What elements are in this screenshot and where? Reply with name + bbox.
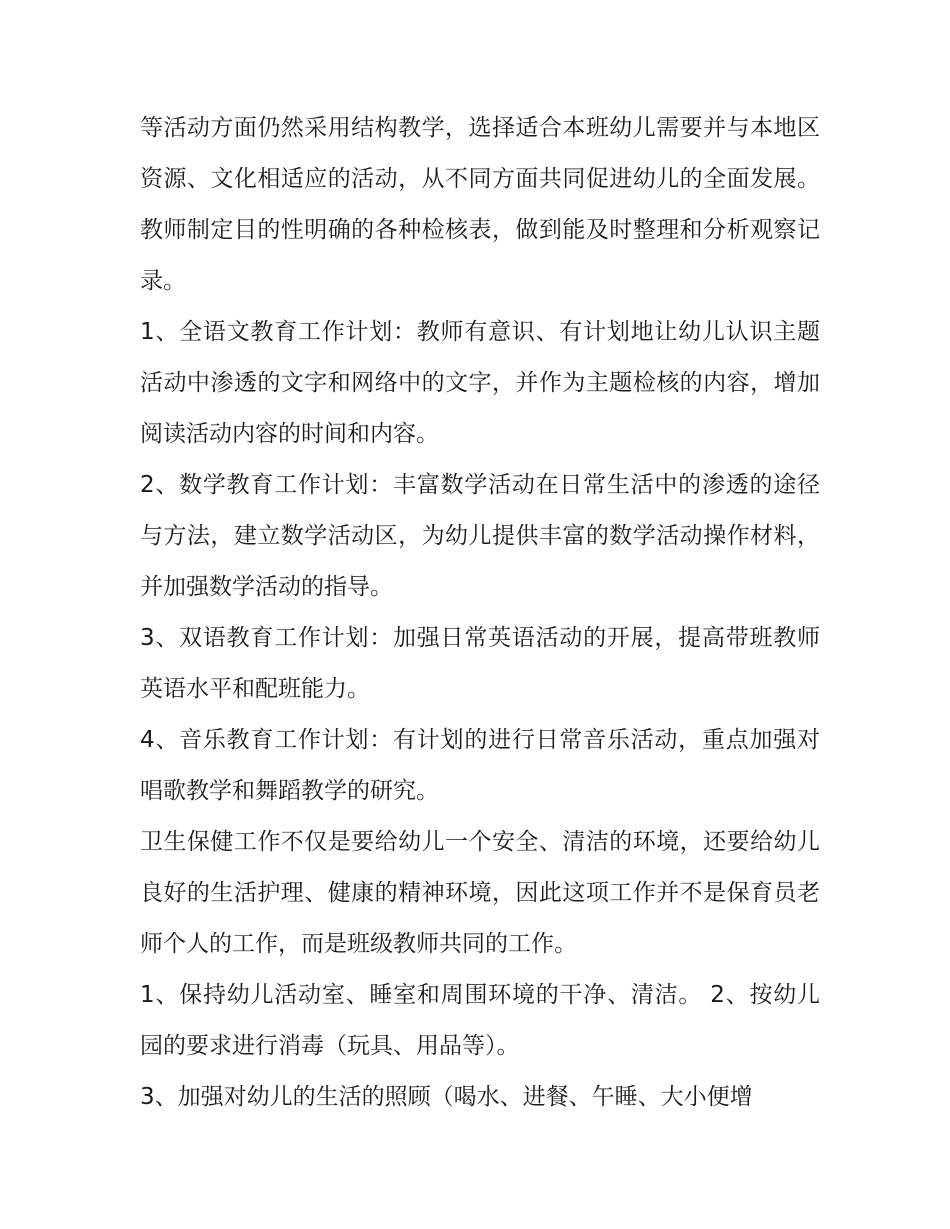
paragraph-intro-continuation: 等活动方面仍然采用结构教学，选择适合本班幼儿需要并与本地区资源、文化相适应的活动，从不同方面共同促进幼儿的全面发展。教师制定目的性明确的各种检核表，做到能及时整理和分析观察记录。 [140,115,820,294]
paragraph-cleaning-disinfection: 1、保持幼儿活动室、睡室和周围环境的干净、清洁。 2、按幼儿园的要求进行消毒（玩具、用品等）。 [140,982,820,1059]
paragraph-bilingual-plan: 3、双语教育工作计划：加强日常英语活动的开展，提高带班教师英语水平和配班能力。 [140,625,820,702]
paragraph-whole-language-plan: 1、全语文教育工作计划：教师有意识、有计划地让幼儿认识主题活动中渗透的文字和网络中的文字，并作为主题检核的内容，增加阅读活动内容的时间和内容。 [140,319,820,447]
paragraph-daily-care: 3、加强对幼儿的生活的照顾（喝水、进餐、午睡、大小便增 [140,1084,753,1110]
paragraph-health-care-intro: 卫生保健工作不仅是要给幼儿一个安全、清洁的环境，还要给幼儿良好的生活护理、健康的精神环境，因此这项工作并不是保育员老师个人的工作，而是班级教师共同的工作。 [140,829,820,957]
paragraph-math-plan: 2、数学教育工作计划：丰富数学活动在日常生活中的渗透的途径与方法，建立数学活动区，为幼儿提供丰富的数学活动操作材料，并加强数学活动的指导。 [140,472,820,600]
paragraph-music-plan: 4、音乐教育工作计划：有计划的进行日常音乐活动，重点加强对唱歌教学和舞蹈教学的研究。 [140,727,820,804]
document-body [140,103,820,1123]
